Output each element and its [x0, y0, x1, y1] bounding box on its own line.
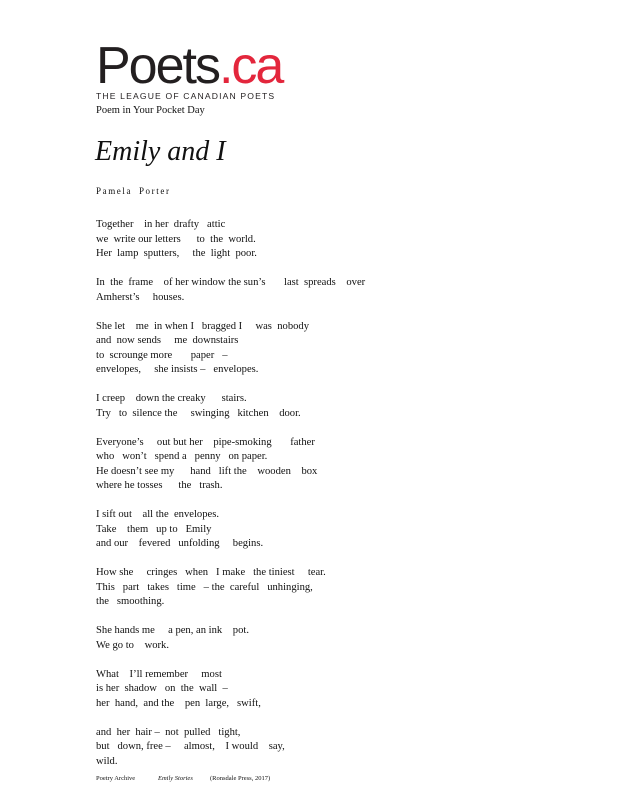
- poem-line: She hands me a pen, an ink pot.: [96, 625, 249, 636]
- poem-line: and her hair – not pulled tight,: [96, 726, 241, 738]
- poem-stanza: [96, 218, 536, 262]
- poem-stanza: [96, 508, 536, 552]
- poem-line: but down, free – almost, I would say,: [96, 741, 285, 752]
- poem-stanza: [96, 726, 536, 770]
- poem-author: Pamela Porter: [96, 186, 171, 196]
- poem-line: Everyone’s out but her pipe-smoking father: [96, 436, 315, 448]
- poem-line: to scrounge more paper –: [96, 349, 228, 361]
- poem-line: her hand, and the pen large, swift,: [96, 697, 261, 709]
- poem-line: How she cringes when I make the tiniest tear.: [96, 567, 326, 578]
- poem-line: She let me in when I bragged I was nobody: [96, 320, 310, 332]
- poem-line: who won’t spend a penny on paper.: [96, 451, 268, 462]
- poem-line: and our fevered unfolding begins.: [96, 538, 264, 549]
- footer-publisher: (Ronsdale Press, 2017): [210, 775, 271, 782]
- poem-line: He doesn’t see my hand lift the wooden box: [96, 465, 318, 477]
- poem-stanza: [96, 668, 536, 712]
- logo-tagline: THE LEAGUE OF CANADIAN POETS: [96, 91, 276, 101]
- poem-line: In the frame of her window the sun’s last spreads over: [96, 277, 366, 288]
- poem-body: [96, 218, 536, 784]
- logo-name: Poets: [96, 37, 219, 95]
- footer-source: Poetry Archive: [96, 775, 136, 782]
- logo-suffix: .ca: [218, 37, 283, 95]
- poem-stanza: [96, 624, 536, 653]
- poem-line: the smoothing.: [96, 596, 165, 607]
- poem-stanza: [96, 276, 536, 305]
- poem-line: we write our letters to the world.: [96, 233, 256, 245]
- poem-line: This part takes time – the careful unhinging,: [96, 581, 313, 593]
- poem-line: I sift out all the envelopes.: [96, 509, 219, 520]
- poem-title: Emily and I: [95, 136, 226, 167]
- poem-line: Try to silence the swinging kitchen door.: [96, 407, 301, 419]
- poem-stanza: [96, 392, 536, 421]
- poem-line: Take them up to Emily: [96, 523, 212, 535]
- poem-line: Amherst’s houses.: [96, 291, 185, 303]
- poem-line: is her shadow on the wall –: [96, 683, 228, 694]
- poem-line: where he tosses the trash.: [96, 480, 223, 491]
- poem-line: wild.: [96, 755, 118, 767]
- page-subtitle: Poem in Your Pocket Day: [96, 105, 205, 116]
- poets-ca-logo[interactable]: [96, 37, 356, 101]
- poem-stanza: [96, 436, 536, 494]
- poem-line: Her lamp sputters, the light poor.: [96, 248, 257, 259]
- poem-line: I creep down the creaky stairs.: [96, 393, 247, 404]
- poem-line: Together in her drafty attic: [96, 219, 226, 230]
- poem-line: What I’ll remember most: [96, 668, 222, 680]
- footer-credit: Emily Stories: [158, 775, 193, 782]
- poem-stanza: [96, 566, 536, 610]
- poem-stanza: [96, 320, 536, 378]
- poem-line: We go to work.: [96, 639, 169, 651]
- logo-wordmark: [96, 37, 356, 95]
- poem-line: envelopes, she insists – envelopes.: [96, 364, 259, 375]
- poem-line: and now sends me downstairs: [96, 335, 239, 346]
